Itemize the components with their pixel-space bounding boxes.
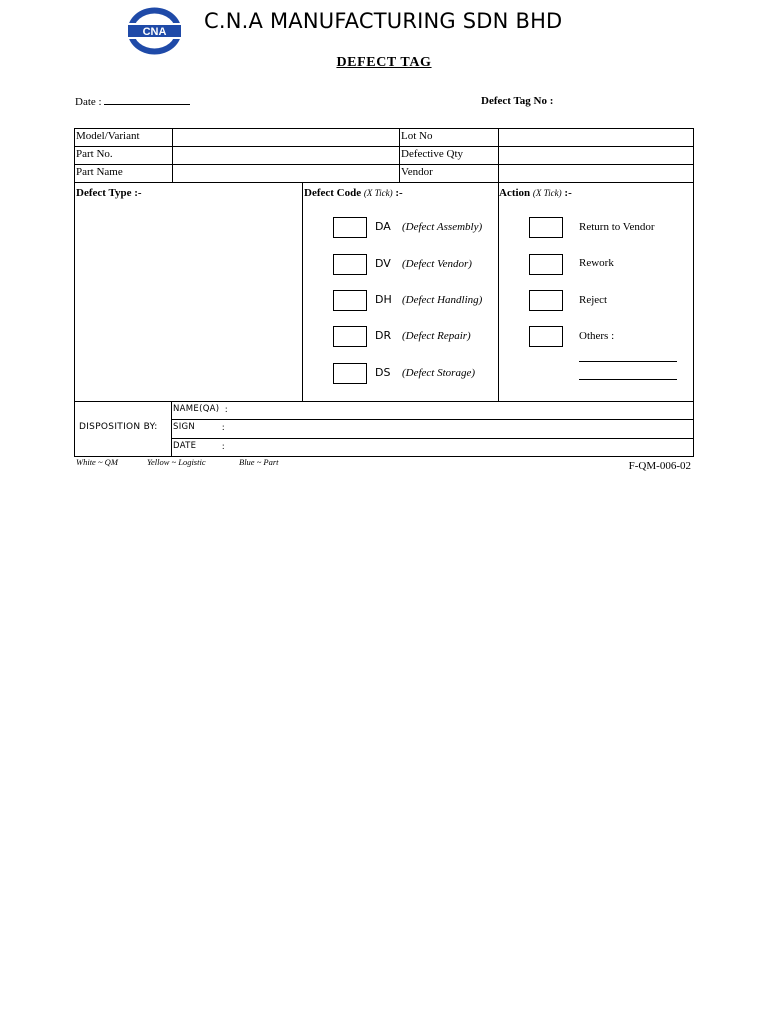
defect-code-suffix: :- <box>395 187 403 199</box>
date-input[interactable] <box>232 439 692 456</box>
part-name-input[interactable] <box>173 165 398 182</box>
defect-type-title: Defect Type :- <box>76 187 142 199</box>
sign-colon: : <box>222 422 225 432</box>
others-blank-line[interactable] <box>579 368 677 380</box>
defect-type-input[interactable] <box>76 203 300 399</box>
defect-tag-no-label: Defect Tag No : <box>481 95 554 107</box>
company-name: C.N.A MANUFACTURING SDN BHD <box>204 9 563 33</box>
info-col-divider <box>399 128 400 183</box>
code-dh: DH <box>375 293 392 306</box>
code-da-desc: (Defect Assembly) <box>402 221 483 233</box>
code-dr: DR <box>375 329 392 342</box>
checkbox-dh[interactable] <box>333 290 367 311</box>
logo-text: CNA <box>142 26 167 38</box>
date-field[interactable] <box>75 95 190 108</box>
action-rework: Rework <box>579 257 614 269</box>
others-blank-line[interactable] <box>579 350 677 362</box>
action-suffix: :- <box>564 187 572 199</box>
model-variant-input[interactable] <box>173 129 398 146</box>
date-colon: : <box>222 441 225 451</box>
date-label: Date : <box>75 96 102 108</box>
vendor-label: Vendor <box>401 166 433 178</box>
checkbox-dr[interactable] <box>333 326 367 347</box>
disposition-divider <box>171 401 172 457</box>
model-variant-label: Model/Variant <box>76 130 140 142</box>
action-return-to-vendor: Return to Vendor <box>579 221 655 233</box>
name-qa-label: NAME(QA) <box>173 404 220 414</box>
checkbox-reject[interactable] <box>529 290 563 311</box>
sign-label: SIGN <box>173 422 196 432</box>
lot-no-input[interactable] <box>499 129 693 146</box>
lot-no-label: Lot No <box>401 130 433 142</box>
copy-yellow: Yellow ~ Logistic <box>147 457 206 467</box>
section-divider <box>498 182 499 402</box>
defect-code-title <box>304 187 403 199</box>
sign-input[interactable] <box>232 420 692 437</box>
checkbox-rework[interactable] <box>529 254 563 275</box>
defective-qty-label: Defective Qty <box>401 148 463 160</box>
action-title <box>499 187 572 199</box>
date-blank-line <box>104 95 190 105</box>
code-dr-desc: (Defect Repair) <box>402 330 471 342</box>
action-title-text: Action <box>499 187 531 199</box>
checkbox-ds[interactable] <box>333 363 367 384</box>
checkbox-da[interactable] <box>333 217 367 238</box>
company-logo <box>126 6 183 56</box>
action-reject: Reject <box>579 294 608 306</box>
name-qa-colon: : <box>225 404 228 414</box>
date-label-disposition: DATE <box>173 441 197 451</box>
part-name-label: Part Name <box>76 166 123 178</box>
copy-blue: Blue ~ Part <box>239 457 279 467</box>
vendor-input[interactable] <box>499 165 693 182</box>
checkbox-return-to-vendor[interactable] <box>529 217 563 238</box>
code-ds: DS <box>375 366 391 379</box>
disposition-label: DISPOSITION BY: <box>79 422 158 432</box>
checkbox-others[interactable] <box>529 326 563 347</box>
code-ds-desc: (Defect Storage) <box>402 367 475 379</box>
action-others: Others : <box>579 330 615 342</box>
copy-white: White ~ QM <box>76 457 118 467</box>
checkbox-dv[interactable] <box>333 254 367 275</box>
section-divider <box>302 182 303 402</box>
document-title: DEFECT TAG <box>336 55 432 70</box>
defect-code-note: (X Tick) <box>363 188 393 198</box>
code-dv-desc: (Defect Vendor) <box>402 258 472 270</box>
part-no-input[interactable] <box>173 147 398 164</box>
part-no-label: Part No. <box>76 148 113 160</box>
code-da: DA <box>375 220 391 233</box>
action-note: (X Tick) <box>532 188 562 198</box>
defective-qty-input[interactable] <box>499 147 693 164</box>
form-code: F-QM-006-02 <box>628 460 691 472</box>
defect-code-title-text: Defect Code <box>304 187 362 199</box>
code-dv: DV <box>375 257 391 270</box>
code-dh-desc: (Defect Handling) <box>402 294 483 306</box>
name-qa-input[interactable] <box>232 402 692 418</box>
